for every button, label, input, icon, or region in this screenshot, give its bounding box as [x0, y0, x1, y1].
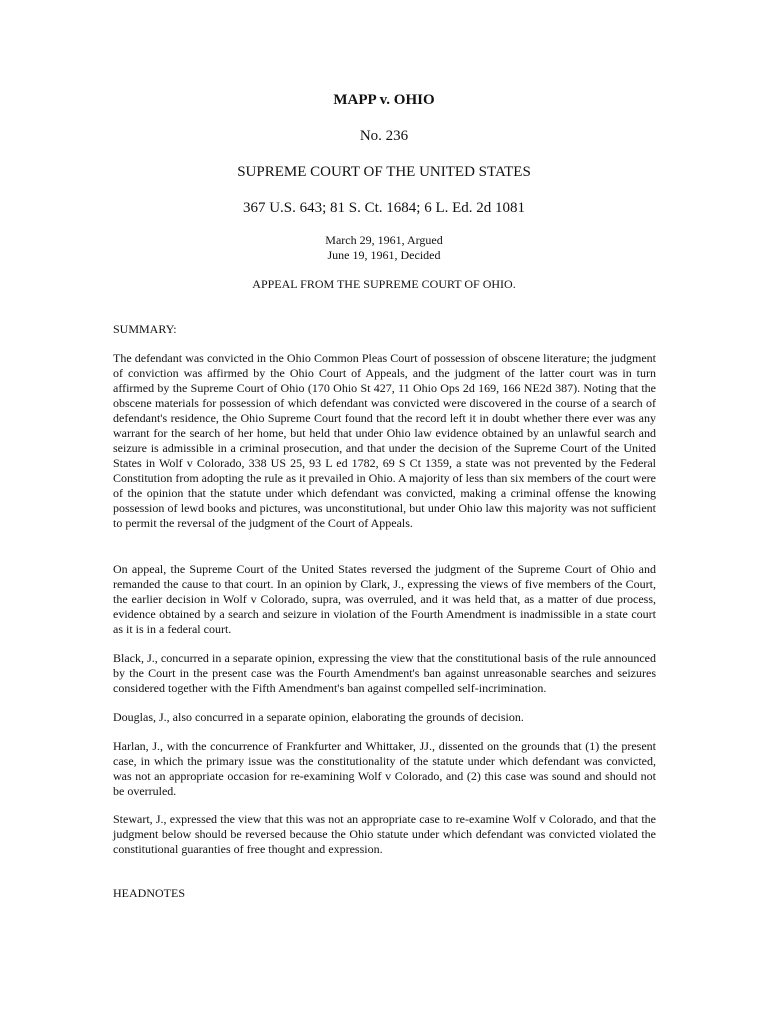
argued-date: March 29, 1961, Argued [325, 233, 443, 247]
summary-paragraph: On appeal, the Supreme Court of the United States reversed the judgment of the Supreme Court of Ohio and remanded the cause to that court. In an opinion by Clark, J., expressing the views of five members of the Court, the earlier decision in Wolf v Colorado, supra, was overruled, and it was held that, as a matter of due process, evidence obtained by a search and seizure in violation of the Fourth Amendment is inadmissible in a state court as it is in a federal court. [113, 562, 656, 636]
headnotes-heading: HEADNOTES [113, 886, 185, 900]
case-citation: 367 U.S. 643; 81 S. Ct. 1684; 6 L. Ed. 2d 1081 [242, 200, 526, 216]
case-title: MAPP v. OHIO [333, 92, 435, 108]
appeal-line: APPEAL FROM THE SUPREME COURT OF OHIO. [252, 277, 516, 291]
summary-heading: SUMMARY: [113, 322, 177, 336]
docket-number: No. 236 [359, 128, 409, 144]
summary-paragraph: Douglas, J., also concurred in a separate opinion, elaborating the grounds of decision. [113, 710, 524, 724]
summary-paragraph: Black, J., concurred in a separate opinion, expressing the view that the constitutional basis of the rule announced by the Court in the present case was the Fourth Amendment's ban against unreasonable searches and seizures considered together with the Fifth Amendment's ban against compelled self-incrimination. [113, 651, 656, 695]
summary-paragraph: Harlan, J., with the concurrence of Frankfurter and Whittaker, JJ., dissented on the grounds that (1) the present case, in which the primary issue was the constitutionality of the statute under which defendant was convicted, was not an appropriate occasion for re-examining Wolf v Colorado, and (2) this case was sound and should not be overruled. [113, 739, 656, 798]
court-name: SUPREME COURT OF THE UNITED STATES [237, 164, 531, 180]
summary-paragraph: Stewart, J., expressed the view that this was not an appropriate case to re-examine Wolf v Colorado, and that the judgment below should be reversed because the Ohio statute under which defendant was convicted violated the constitutional guaranties of free thought and expression. [113, 812, 656, 856]
case-dates [0, 233, 768, 263]
summary-paragraph: The defendant was convicted in the Ohio Common Pleas Court of possession of obscene literature; the judgment of conviction was affirmed by the Ohio Court of Appeals, and the judgment of the latter court was in turn affirmed by the Supreme Court of Ohio (170 Ohio St 427, 11 Ohio Ops 2d 169, 166 NE2d 387). Noting that the obscene materials for possession of which defendant was convicted were discovered in the course of a search of defendant's residence, the Ohio Supreme Court found that the record left it in doubt whether there ever was any warrant for the search of her home, but held that under Ohio law evidence obtained by an unlawful search and seizure is admissible in a criminal prosecution, and that under the decision of the Supreme Court of the United States in Wolf v Colorado, 338 US 25, 93 L ed 1782, 69 S Ct 1359, a state was not prevented by the Federal Constitution from adopting the rule as it prevailed in Ohio. A majority of less than six members of the court were of the opinion that the statute under which defendant was convicted, making a criminal offense the knowing possession of lewd books and pictures, was unconstitutional, but under Ohio law this majority was not sufficient to permit the reversal of the judgment of the Court of Appeals. [113, 351, 656, 530]
decided-date: June 19, 1961, Decided [327, 248, 441, 262]
